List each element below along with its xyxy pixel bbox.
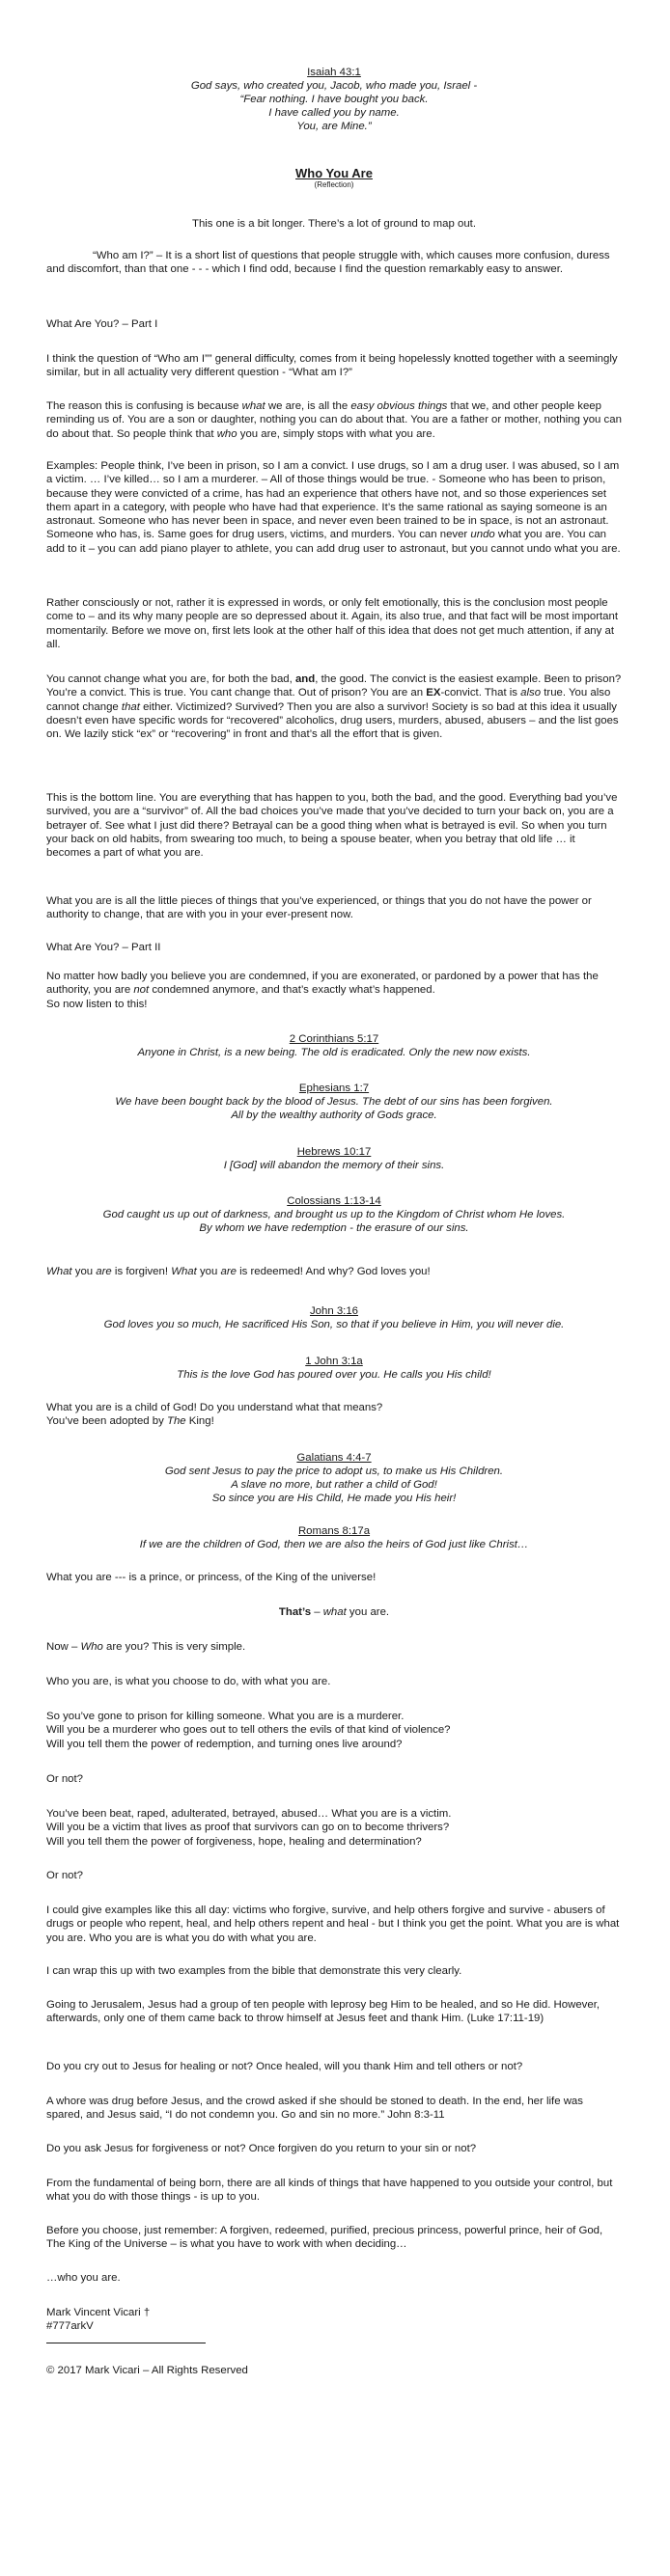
- paragraph-examples-all-day: I could give examples like this all day: victims who forgive, survive, and help others forgive and survive - abusers of drugs or people who repent, heal, and help others repent and heal - but I think you get the point. What you are is what you are. Who you are is what you do with what you are.: [46, 1905, 620, 1944]
- paragraph-whore: A whore was drug before Jesus, and the crowd asked if she should be stoned to death. In the end, her life was spared, and Jesus said, “I do not condemn you. Go and sin no more.” John 8:3-11: [46, 2096, 583, 2122]
- signature: [46, 2306, 622, 2334]
- paragraph-fundamental: From the fundamental of being born, there are all kinds of things that have happened to you outside your control, but what you do with those things - is up to you.: [46, 2178, 613, 2204]
- ask-forgive-line: Do you ask Jesus for forgiveness or not? Once forgiven do you return to your sin or not?: [46, 2143, 477, 2154]
- paragraph-bottom-line: This is the bottom line. You are everything that has happen to you, both the bad, and the good. Everything bad you’ve survived, you are a “survivor” of. All the bad choices you’ve made that you’ve decided to turn your back on, you are a betrayer of. See what I just did there? Betrayal can be a good thing when what is betrayed is evil. So when you turn your back on old habits, from swearing too much, to being a spouse beater, when you betray that old life … it becomes a part of what you are.: [46, 792, 618, 860]
- cry-out-line: Do you cry out to Jesus for healing or not? Once healed, will you thank Him and tell others or not?: [46, 2061, 523, 2072]
- listen-line: So now listen to this!: [46, 999, 148, 1010]
- text-line: Will you be a victim that lives as proof that survivors can go on to become thrivers?: [46, 1822, 450, 1834]
- verse-line: So since you are His Child, He made you His heir!: [211, 1493, 457, 1504]
- verse-block: [46, 1194, 622, 1235]
- title-block: [46, 166, 622, 189]
- verse-reference: Galatians 4:4-7: [296, 1452, 372, 1464]
- verse-block: [46, 1145, 622, 1172]
- closing-line: …who you are.: [46, 2272, 121, 2284]
- verse-block: [46, 1524, 622, 1551]
- part2-heading: What Are You? – Part II: [46, 942, 161, 953]
- verse-block: [46, 1451, 622, 1505]
- murder-lines: [46, 1710, 622, 1751]
- page-title: Who You Are: [295, 166, 373, 180]
- text-line: Will you be a murderer who goes out to tell others the evils of that kind of violence?: [46, 1724, 451, 1737]
- verse-line: God says, who created you, Jacob, who made you, Israel -: [190, 80, 478, 92]
- verse-reference: Ephesians 1:7: [298, 1082, 370, 1094]
- paragraph-before: Before you choose, just remember: A forgiven, redeemed, purified, precious princess, powerful prince, heir of God, The King of the Universe – is what you have to work with when deciding…: [46, 2225, 603, 2251]
- verse-line: I [God] will abandon the memory of their sins.: [223, 1160, 445, 1171]
- forgiven-line: What you are is forgiven! What you are is redeemed! And why? God loves you!: [46, 1266, 431, 1277]
- paragraph-rather: Rather consciously or not, rather it is expressed in words, or only felt emotionally, this is the conclusion most people come to – and its why many people are so depressed about it. Again, its also true, and that fact will be most important momentarily. Before we move on, first lets look at the other half of this idea that does not get much attention, if any at all.: [46, 597, 619, 650]
- verse-block: [46, 1304, 622, 1331]
- adopted-line: You’ve been adopted by The King!: [46, 1415, 214, 1428]
- text-line: So you’ve gone to prison for killing someone. What you are is a murderer.: [46, 1711, 405, 1722]
- author-name: Mark Vincent Vicari †: [46, 2307, 151, 2318]
- intro-line: This one is a bit longer. There’s a lot of ground to map out.: [191, 218, 476, 230]
- paragraph-cannot-change: You cannot change what you are, for both the bad, and, the good. The convict is the easiest example. Been to prison? You’re a convict. This is true. You cant change that. Out of prison? You are an EX-convict. That is also true. You also cannot change that either. Victimized? Survived? Then you are also a survivor! Society is so bad at this idea it usually doesn’t even have specific words for “recovered” alcoholics, drug users, murders, abused, abusers – and the list goes on. We lazily stick “ex” or “recovering” in front and that’s all the effort that is given.: [46, 673, 622, 741]
- verse-line: “Fear nothing. I have bought you back.: [239, 94, 429, 105]
- verse-reference: Colossians 1:13-14: [287, 1195, 381, 1207]
- paragraph-general: I think the question of “Who am I”” general difficulty, comes from it being hopelessly knotted together with a seemingly similar, but in all actuality very different question - “What am I?”: [46, 353, 618, 379]
- verse-line: You, are Mine.”: [296, 121, 372, 132]
- verse-block: [46, 1082, 622, 1122]
- verse-line: All by the wealthy authority of Gods grace.: [231, 1110, 437, 1121]
- wrap-line: I can wrap this up with two examples from the bible that demonstrate this very clearly.: [46, 1965, 462, 1977]
- choose-line: Who you are, is what you choose to do, with what you are.: [46, 1676, 331, 1687]
- victim-lines: [46, 1807, 622, 1849]
- verse-reference: 1 John 3:1a: [305, 1356, 363, 1367]
- verse-block: [46, 1032, 622, 1059]
- opening-verse: [46, 66, 622, 133]
- paragraph-no-matter: No matter how badly you believe you are condemned, if you are exonerated, or pardoned by a power that has the authority, you are not condemned anymore, and that’s exactly what’s happened.: [46, 971, 599, 997]
- verse-line: God sent Jesus to pay the price to adopt us, to make us His Children.: [164, 1466, 504, 1477]
- verse-block: [46, 1355, 622, 1382]
- paragraph-question: “Who am I?” – It is a short list of questions that people struggle with, which causes more confusion, duress and discomfort, than that one - - - which I find odd, because I find the question remarkably easy to answer.: [46, 250, 610, 276]
- verse-line: If we are the children of God, then we are also the heirs of God just like Christ…: [139, 1539, 529, 1550]
- paragraph-pieces: What you are is all the little pieces of things that you’ve experienced, or things that you do not have the power or authority to change, that are with you in your ever-present now.: [46, 895, 592, 921]
- verse-reference: John 3:16: [309, 1305, 359, 1317]
- paragraph-confusing: The reason this is confusing is because what we are, is all the easy obvious things that we, and other people keep reminding us of. You are a son or daughter, nothing you can do about that. You are a father or mother, nothing you can do about that. So people think that who you are, simply stops with what you are.: [46, 400, 622, 440]
- verse-line: God loves you so much, He sacrificed His Son, so that if you believe in Him, you will never die.: [103, 1319, 565, 1330]
- verse-line: We have been bought back by the blood of Jesus. The debt of our sins has been forgiven.: [115, 1096, 553, 1108]
- child-lines: [46, 1401, 622, 1429]
- now-who-line: Now – Who are you? This is very simple.: [46, 1641, 246, 1653]
- text-line: You’ve been beat, raped, adulterated, betrayed, abused… What you are is a victim.: [46, 1808, 452, 1820]
- verse-line: This is the love God has poured over you. He calls you His child!: [177, 1369, 491, 1381]
- paragraph-jerusalem: Going to Jerusalem, Jesus had a group of ten people with leprosy beg Him to be healed, and so He did. However, afterwards, only one of them came back to throw himself at Jesus feet and thank Him. (Luke 17:11-19): [46, 1999, 600, 2025]
- thats-line: That’s – what you are.: [278, 1606, 390, 1618]
- verse-line: Anyone in Christ, is a new being. The old is eradicated. Only the new now exists.: [137, 1047, 531, 1058]
- or-not-line: Or not?: [46, 1773, 83, 1785]
- page-subtitle: (Reflection): [314, 180, 354, 189]
- paragraph-examples: Examples: People think, I’ve been in prison, so I am a convict. I use drugs, so I am a drug user. I was abused, so I am a victim. … I’ve killed… so I am a murderer. – All of those things would be true. - Someone who has been to prison, because they were convicted of a crime, has had an experience that others have not, and so those experiences set them apart in a category, with people who have had that experience. It’s the same rational as saying someone is an astronaut. Someone who has never been in space, and never even been trained to be in space, is not an astronaut. Someone who has, is. Same goes for drug users, victims, and murders. You can never undo what you are. You can add to it – you can add piano player to athlete, you can add drug user to astronaut, but you cannot undo what you are.: [46, 460, 621, 555]
- prince-line: What you are --- is a prince, or princess, of the King of the universe!: [46, 1572, 377, 1583]
- text-line: Will you tell them the power of redemption, and turning ones live around?: [46, 1738, 403, 1750]
- text-line: Will you tell them the power of forgiveness, hope, healing and determination?: [46, 1835, 422, 1848]
- author-tag: #777arkV: [46, 2320, 94, 2333]
- verse-reference: Romans 8:17a: [297, 1525, 371, 1537]
- or-not-line: Or not?: [46, 1870, 83, 1881]
- verse-reference: 2 Corinthians 5:17: [289, 1033, 379, 1045]
- copyright: © 2017 Mark Vicari – All Rights Reserved: [46, 2365, 248, 2376]
- verse-line: By whom we have redemption - the erasure of our sins.: [199, 1222, 469, 1234]
- verse-reference: Hebrews 10:17: [296, 1146, 372, 1158]
- verse-reference: Isaiah 43:1: [307, 67, 361, 78]
- verse-line: A slave no more, but rather a child of God!: [231, 1479, 437, 1491]
- verse-line: God caught us up out of darkness, and brought us up to the Kingdom of Christ whom He loves.: [102, 1209, 566, 1220]
- verse-line: I have called you by name.: [268, 107, 400, 119]
- part1-heading: What Are You? – Part I: [46, 318, 158, 330]
- child-line: What you are is a child of God! Do you understand what that means?: [46, 1402, 383, 1413]
